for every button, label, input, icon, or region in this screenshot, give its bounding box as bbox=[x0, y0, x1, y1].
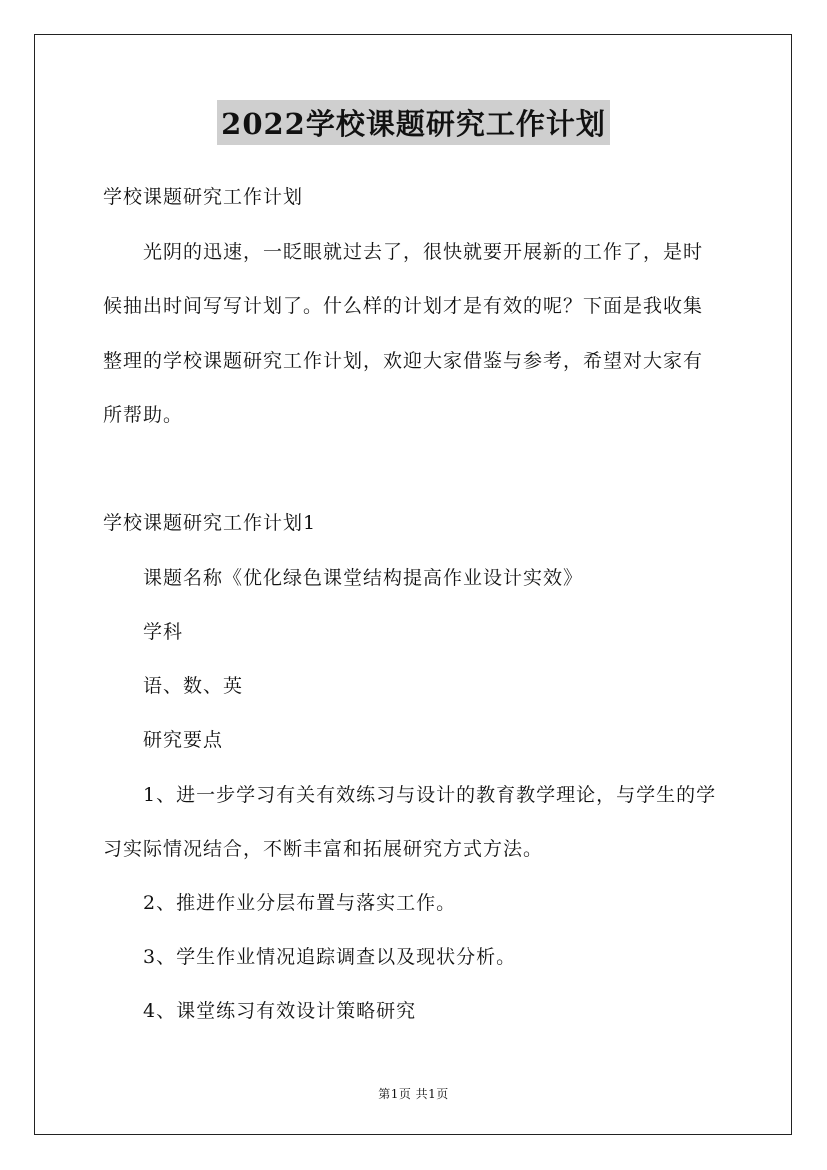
intro-line: 整理的学校课题研究工作计划，欢迎大家借鉴与参考，希望对大家有 bbox=[103, 350, 704, 372]
intro-heading: 学校课题研究工作计划 bbox=[103, 186, 304, 208]
intro-line: 候抽出时间写写计划了。什么样的计划才是有效的呢？下面是我收集 bbox=[103, 295, 704, 317]
intro-line: 所帮助。 bbox=[103, 404, 184, 426]
document-title-wrap bbox=[0, 100, 827, 145]
key-point-line: 3、学生作业情况追踪调查以及现状分析。 bbox=[143, 946, 517, 968]
key-points-label: 研究要点 bbox=[143, 729, 224, 751]
intro-line: 光阴的迅速，一眨眼就过去了，很快就要开展新的工作了，是时 bbox=[143, 241, 704, 263]
key-point-line: 4、课堂练习有效设计策略研究 bbox=[143, 1000, 417, 1022]
document-title: 2022学校课题研究工作计划 bbox=[217, 100, 610, 145]
key-point-line: 2、推进作业分层布置与落实工作。 bbox=[143, 892, 457, 914]
topic-name: 课题名称《优化绿色课堂结构提高作业设计实效》 bbox=[143, 567, 584, 589]
subject-value: 语、数、英 bbox=[143, 675, 244, 697]
subject-label: 学科 bbox=[143, 621, 184, 643]
section-heading: 学校课题研究工作计划1 bbox=[103, 512, 317, 534]
key-point-line: 1、进一步学习有关有效练习与设计的教育教学理论，与学生的学 bbox=[143, 784, 717, 806]
key-point-line: 习实际情况结合，不断丰富和拓展研究方式方法。 bbox=[103, 838, 544, 860]
page-number: 第1页 共1页 bbox=[378, 1087, 449, 1101]
